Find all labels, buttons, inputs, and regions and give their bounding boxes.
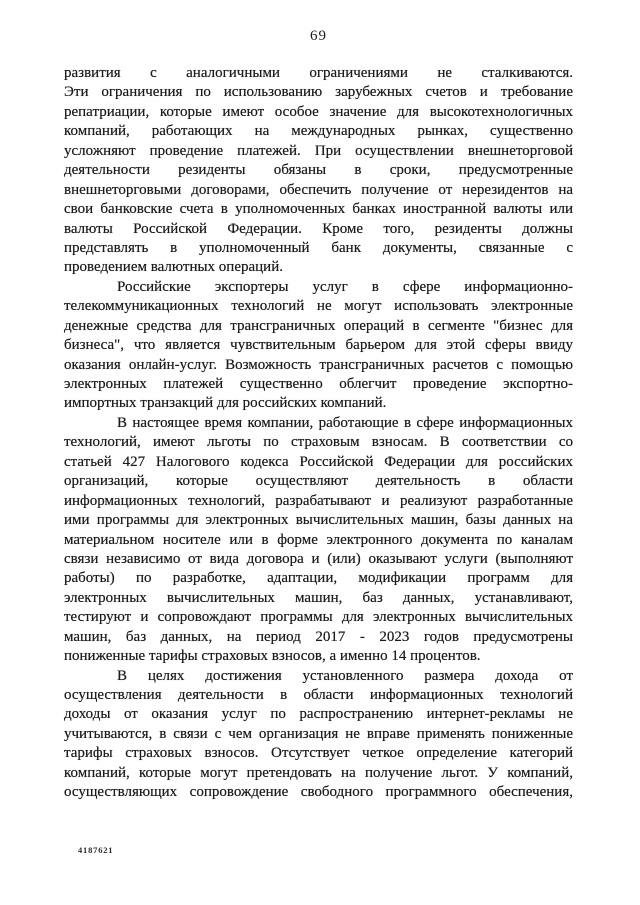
text-line: технологий, имеют льготы по страховым взносам. В соответствии со <box>64 434 573 451</box>
footer-document-code: 4187621 <box>78 845 114 855</box>
text-line: развития с аналогичными ограничениями не сталкиваются. <box>64 65 573 81</box>
text-line: свои банковские счета в уполномоченных банках иностранной валюты или <box>64 201 573 218</box>
text-line: бизнеса", что является чувствительным барьером для этой сферы ввиду <box>64 337 573 354</box>
text-line: машин, баз данных, на период 2017 - 2023 годов предусмотрены <box>64 628 573 645</box>
text-line: деятельности резиденты обязаны в сроки, предусмотренные <box>64 162 573 179</box>
page-number: 69 <box>310 28 327 44</box>
text-line: доходы от оказания услуг по распространению интернет-рекламы не <box>64 706 573 723</box>
text-line: репатриации, которые имеют особое значение для высокотехнологичных <box>64 103 573 120</box>
text-line: валюты Российской Федерации. Кроме того, резиденты должны <box>64 220 573 237</box>
text-line: учитываются, в связи с чем организация не вправе применять пониженные <box>64 725 573 742</box>
text-line: компаний, которые могут претендовать на получение льгот. У компаний, <box>64 764 573 781</box>
text-line: работы) по разработке, адаптации, модификации программ для <box>64 570 573 587</box>
paragraph <box>64 278 573 414</box>
body-text <box>64 64 573 803</box>
paragraph <box>64 64 573 278</box>
text-line: материальном носителе или в форме электронного документа по каналам <box>64 531 573 548</box>
text-line: денежные средства для трансграничных операций в сегменте "бизнес для <box>64 317 573 334</box>
text-line: информационных технологий, разрабатывают и реализуют разработанные <box>64 492 573 509</box>
text-line: статьей 427 Налогового кодекса Российской Федерации для российских <box>64 453 573 470</box>
text-line: В целях достижения установленного размера дохода от <box>117 667 573 684</box>
text-line: усложняют проведение платежей. При осуществлении внешнеторговой <box>64 142 573 159</box>
text-line: Эти ограничения по использованию зарубежных счетов и требование <box>64 84 573 101</box>
text-line: В настоящее время компании, работающие в сфере информационных <box>117 414 573 431</box>
text-line: внешнеторговыми договорами, обеспечить получение от нерезидентов на <box>64 181 573 198</box>
text-line: электронных платежей существенно облегчит проведение экспортно- <box>64 376 573 392</box>
text-line: компаний, работающих на международных рынках, существенно <box>64 123 573 140</box>
text-line: Российские экспортеры услуг в сфере информационно- <box>117 278 573 295</box>
text-line: представлять в уполномоченный банк документы, связанные с <box>64 239 573 256</box>
paragraph <box>64 414 573 667</box>
text-line: оказания онлайн-услуг. Возможность трансграничных расчетов с помощью <box>64 356 573 373</box>
text-line: электронных вычислительных машин, баз данных, устанавливают, <box>64 589 573 606</box>
text-line: тестируют и сопровождают программы для электронных вычислительных <box>64 609 573 626</box>
text-line: проведением валютных операций. <box>64 259 283 276</box>
text-line: импортных транзакций для российских компаний. <box>64 395 387 412</box>
text-line: организаций, которые осуществляют деятельность в области <box>64 473 573 490</box>
text-line: связи независимо от вида договора и (или) оказывают услуги (выполняют <box>64 550 573 567</box>
text-line: пониженные тарифы страховых взносов, а именно 14 процентов. <box>64 648 481 665</box>
text-line: осуществления деятельности в области информационных технологий <box>64 687 573 703</box>
text-line: ими программы для электронных вычислительных машин, базы данных на <box>64 512 573 529</box>
paragraph <box>64 667 573 803</box>
text-line: телекоммуникационных технологий не могут использовать электронные <box>64 298 573 315</box>
text-line: осуществляющих сопровождение свободного программного обеспечения, <box>64 784 573 801</box>
text-line: тарифы страховых взносов. Отсутствует четкое определение категорий <box>64 745 573 762</box>
